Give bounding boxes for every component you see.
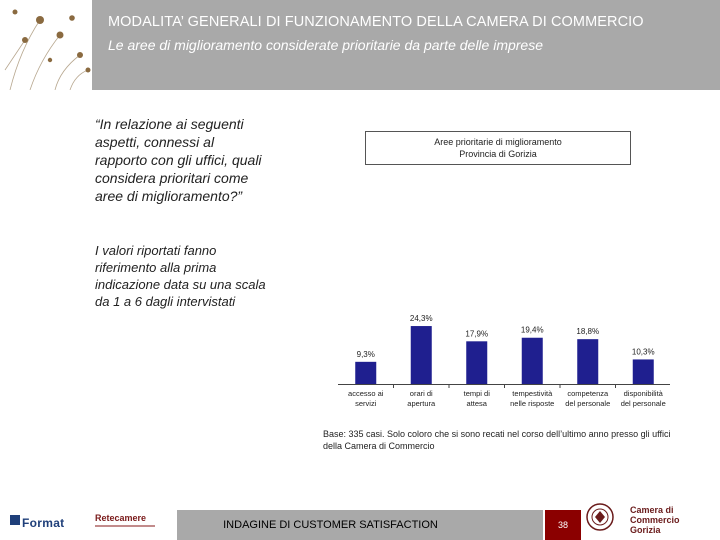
data-label: 10,3% (631, 347, 655, 357)
header-band (0, 0, 720, 90)
category-label: disponibilità (623, 389, 663, 398)
category-label: tempi di (463, 389, 490, 398)
chart-title-box (365, 131, 631, 165)
category-label: attesa (466, 399, 487, 408)
footer-title: INDAGINE DI CUSTOMER SATISFACTION (223, 519, 438, 531)
category-label: competenza (567, 389, 609, 398)
bar (633, 359, 654, 384)
data-label: 17,9% (465, 329, 489, 339)
chart-subtitle: Provincia di Gorizia (459, 149, 537, 159)
chart-title: Aree prioritarie di miglioramento (434, 137, 562, 147)
camera-commercio-logo (630, 505, 720, 535)
category-label: del personale (565, 399, 611, 408)
survey-question: “In relazione ai seguenti aspetti, connessi al rapporto con gli uffici, quali considera prioritari come aree di miglioramento?” (95, 116, 262, 204)
format-logo-text: Format (22, 516, 65, 530)
data-label: 19,4% (520, 325, 544, 335)
bar (411, 326, 432, 384)
data-label: 24,3% (409, 314, 433, 324)
category-label: servizi (355, 399, 377, 408)
category-label: tempestività (512, 389, 553, 398)
format-logo-mark-icon (10, 515, 20, 525)
base-note: Base: 335 casi. Solo coloro che si sono recati nel corso dell’ultimo anno presso gli uffici della Camera di Commercio (323, 429, 671, 451)
category-label: del personale (620, 399, 666, 408)
header-title: MODALITA’ GENERALI DI FUNZIONAMENTO DELLA CAMERA DI COMMERCIO (108, 14, 644, 30)
decorative-seeds-image (0, 0, 92, 90)
page-number: 38 (545, 510, 581, 540)
category-label: accesso ai (348, 389, 384, 398)
retecamere-logo-bar (95, 525, 155, 527)
header-subtitle: Le aree di miglioramento considerate prioritarie da parte delle imprese (108, 37, 544, 53)
category-label: nelle risposte (510, 399, 555, 408)
category-label: apertura (407, 399, 436, 408)
format-logo (6, 513, 72, 537)
chamber-seal-icon (585, 500, 615, 534)
data-label: 18,8% (576, 327, 600, 337)
bar-chart (330, 310, 670, 420)
bar (466, 341, 487, 384)
bar (522, 338, 543, 384)
values-note: I valori riportati fanno riferimento alla prima indicazione data su una scala da 1 a 6 dagli intervistati (95, 243, 266, 309)
retecamere-logo (95, 513, 175, 537)
bar (577, 339, 598, 384)
retecamere-logo-text: Retecamere (95, 513, 147, 523)
footer-band (177, 510, 543, 540)
camera-logo-line1: Camera di Commercio (630, 505, 680, 525)
bar (355, 362, 376, 384)
category-label: orari di (409, 389, 433, 398)
seeds-illustration (0, 0, 92, 90)
camera-logo-line2: Gorizia (630, 525, 661, 535)
data-label: 9,3% (356, 349, 375, 359)
